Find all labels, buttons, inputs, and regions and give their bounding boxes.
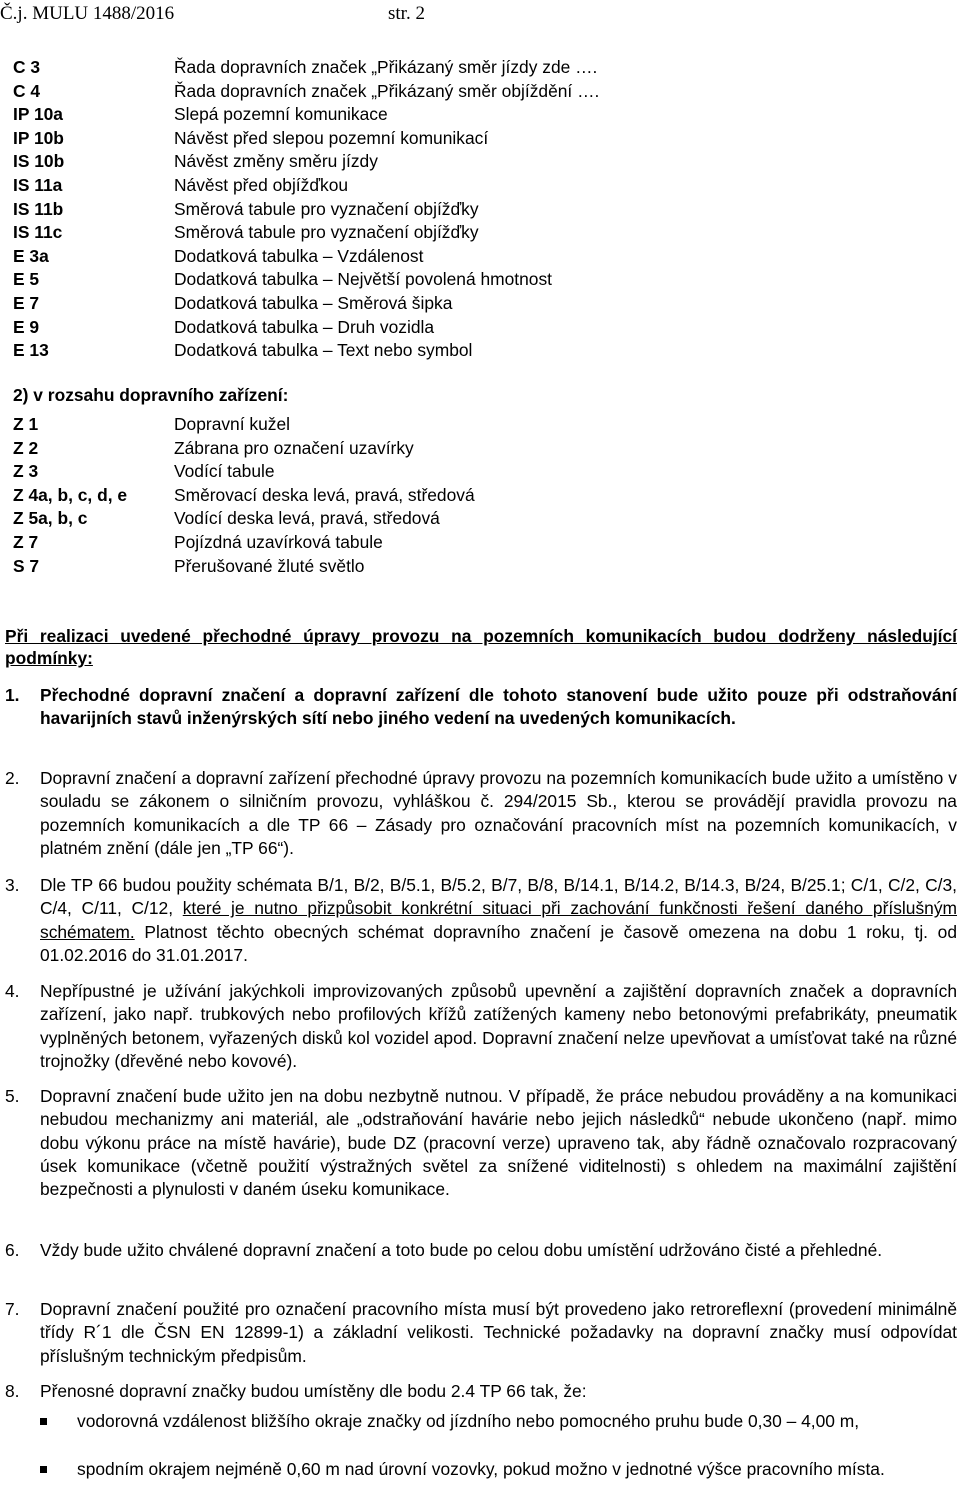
device-description: Přerušované žluté světlo <box>174 555 365 576</box>
sign-description: Návěst před slepou pozemní komunikací <box>174 127 489 148</box>
device-code: Z 3 <box>13 461 39 482</box>
condition-item-1 <box>5 684 957 731</box>
sign-description: Dodatková tabulka – Vzdálenost <box>174 245 424 266</box>
sign-code: C 4 <box>13 80 41 101</box>
item-number: 7. <box>5 1299 20 1319</box>
page-header <box>0 3 425 25</box>
sign-code: C 3 <box>13 57 41 77</box>
condition-item-4 <box>5 980 957 1073</box>
bullet-square-icon <box>40 1466 47 1473</box>
device-description: Dopravní kužel <box>174 414 290 434</box>
condition-item-6 <box>5 1239 957 1262</box>
sign-code: E 5 <box>13 269 40 290</box>
sign-code: E 13 <box>13 340 49 361</box>
device-code: S 7 <box>13 555 40 576</box>
condition-item-5 <box>5 1085 957 1201</box>
sign-description: Dodatková tabulka – Text nebo symbol <box>174 340 473 361</box>
item-number: 8. <box>5 1381 20 1401</box>
item-text-part: , kterou se provádějí pravidla provozu na pozemních komunikacích a dle TP 66 – Zásady pro označování pracovních míst na pozemních komunikacích, v platném znění (dále jen „TP 66“). <box>40 791 957 858</box>
device-code: Z 4a, b, c, d, e <box>13 484 128 505</box>
item-number: 5. <box>5 1086 20 1106</box>
device-code: Z 1 <box>13 414 39 434</box>
device-description: Vodící deska levá, pravá, středová <box>174 508 440 529</box>
sign-code: IS 11a <box>13 174 63 195</box>
bullet-text: spodním okrajem nejméně 0,60 m nad úrovní vozovky, pokud možno v jednotné výšce pracovního místa. <box>77 1459 885 1479</box>
device-description: Směrovací deska levá, pravá, středová <box>174 484 475 505</box>
condition-item-3 <box>5 874 957 967</box>
item-number: 6. <box>5 1240 20 1260</box>
sign-description: Směrová tabule pro vyznačení objížďky <box>174 222 479 243</box>
document-reference: Č.j. MULU 1488/2016 <box>0 3 175 24</box>
item-text-part: Platnost těchto obecných schémat dopravního značení je časově omezena na dobu 1 roku, tj. od 01.02.2016 do 31.01.2017. <box>40 921 957 965</box>
bullet-text: vodorovná vzdálenost bližšího okraje značky od jízdního nebo pomocného pruhu bude 0,30 – 4,00 m, <box>77 1411 860 1431</box>
sign-code: IS 11b <box>13 198 64 219</box>
device-description: Pojízdná uzavírková tabule <box>174 531 383 552</box>
device-code: Z 2 <box>13 437 39 458</box>
item-text <box>40 767 957 860</box>
page-number: str. 2 <box>388 3 425 24</box>
section-heading: 2) v rozsahu dopravního zařízení: <box>13 385 289 405</box>
item-text: Nepřípustné je užívání jakýchkoli improvizovaných způsobů upevnění a zajištění dopravních značek a dopravních zařízení, jako např. trubkových nebo profilových křížů zatížených kameny nebo betonovými prefabrikáty, pneumatik vyplněných betonem, vyřazených disků kol vozidel apod. Dopravní značení nelze upevňovat a umísťovat také na různé trojnožky (dřevěné nebo kovové). <box>40 981 957 1071</box>
sign-description: Návěst změny směru jízdy <box>174 151 378 172</box>
item-number: 3. <box>5 875 20 895</box>
sign-description: Řada dopravních značek „Přikázaný směr jízdy zde …. <box>174 57 598 77</box>
item-text: Přenosné dopravní značky budou umístěny dle bodu 2.4 TP 66 tak, že: <box>40 1381 587 1401</box>
sign-description: Návěst před objížďkou <box>174 174 349 195</box>
device-description: Vodící tabule <box>174 461 275 482</box>
item-text: Dopravní značení bude užito jen na dobu nezbytně nutnou. V případě, že práce nebudou prováděny a na komunikaci nebudou mechanizmy ani materiál, ale „odstraňování havárie nebo jejich následků“ nebude ukončeno (např. mimo dobu výkonu práce na místě havárie), bude DZ (pracovní verze) upraveno tak, aby řádně označovalo rozpracovaný úsek komunikace (včetně použití výstražných světel za snížené viditelnosti) s ohledem na maximální zajištění bezpečnosti a plynulosti v daném úseku komunikace. <box>40 1086 957 1200</box>
sign-code: E 9 <box>13 316 40 337</box>
bullet-item <box>40 1458 958 1481</box>
sign-description: Směrová tabule pro vyznačení objížďky <box>174 198 479 219</box>
sign-code: IS 10b <box>13 151 65 172</box>
item-number: 1. <box>5 685 20 705</box>
item-text: Vždy bude užito chválené dopravní značení a toto bude po celou dobu umístění udržováno čisté a přehledné. <box>40 1240 883 1260</box>
item-text-underlined: které je nutno přizpůsobit konkrétní situaci při zachování funkčnosti řešení daného příslušným schématem. <box>40 898 958 942</box>
device-description: Zábrana pro označení uzavírky <box>174 437 414 458</box>
item-text-part: Dle TP 66 budou použity schémata B/1, B/2, B/5.1, B/5.2, B/7, B/8, B/14.1, B/14.2, B/14.3, B/24, B/25.1; C/1, C/2, C/3, C/4, C/11, C/12, <box>40 875 957 919</box>
device-code: Z 5a, b, c <box>13 508 88 529</box>
item-number: 4. <box>5 981 20 1001</box>
item-text <box>40 874 957 967</box>
item-text: Přechodné dopravní značení a dopravní zařízení dle tohoto stanovení bude užito pouze při odstraňování havarijních stavů inženýrských sítí nebo jiného vedení na uvedených komunikacích. <box>40 685 957 729</box>
item-text-part: Dopravní značení a dopravní zařízení přechodné úpravy provozu na pozemních komunikacích bude užito a umístěno v souladu se zákonem o silničním provozu, vyhláškou č. 294/2015 Sb. <box>40 768 957 812</box>
sign-description: Dodatková tabulka – Druh vozidla <box>174 316 435 337</box>
item-text: Dopravní značení použité pro označení pracovního místa musí být provedeno jako retroreflexní (provedení minimálně třídy R´1 dle ČSN EN 12899-1) a základní velikosti. Technické požadavky na dopravní značky musí odpovídat příslušným technickým předpisům. <box>40 1299 957 1366</box>
sign-description: Dodatková tabulka – Největší povolená hmotnost <box>174 269 552 290</box>
sign-code: IP 10a <box>13 104 63 125</box>
condition-item-2 <box>5 767 957 860</box>
sign-description: Slepá pozemní komunikace <box>174 104 388 125</box>
sign-code: IS 11c <box>13 222 63 243</box>
sign-code: E 3a <box>13 245 49 266</box>
sign-code: E 7 <box>13 292 40 313</box>
conditions-intro: Při realizaci uvedené přechodné úpravy provozu na pozemních komunikacích budou dodrženy následující podmínky: <box>5 626 957 668</box>
condition-item-7 <box>5 1298 957 1368</box>
bullet-square-icon <box>40 1418 47 1425</box>
device-code: Z 7 <box>13 531 39 552</box>
sign-description: Dodatková tabulka – Směrová šipka <box>174 292 453 313</box>
sign-description: Řada dopravních značek „Přikázaný směr objíždění …. <box>174 80 600 101</box>
bullet-item <box>40 1410 958 1433</box>
sign-code: IP 10b <box>13 127 64 148</box>
item-number: 2. <box>5 768 20 788</box>
condition-item-8 <box>5 1380 957 1403</box>
